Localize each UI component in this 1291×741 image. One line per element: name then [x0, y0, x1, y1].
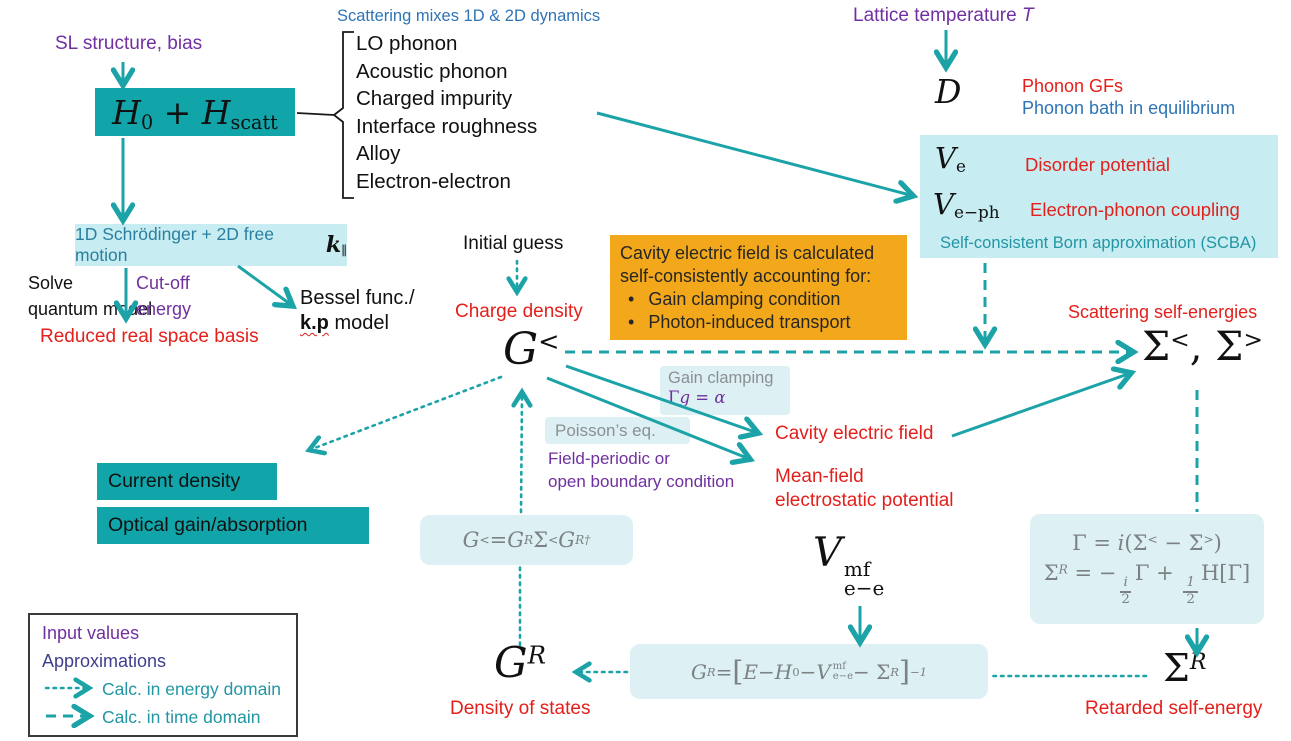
sigma-lesser-greater-symbol: Σ<, Σ> [1142, 324, 1263, 370]
gain-clamping-label: Gain clamping [668, 369, 774, 387]
bullet-icon: • [628, 312, 635, 332]
label-sl-structure-bias: SL structure, bias [55, 33, 203, 54]
label-scattering-self-energies: Scattering self-energies [1068, 302, 1258, 322]
arrow-gless-to-current-dotted [312, 377, 501, 449]
arrow-cavity-to-sigma [952, 374, 1128, 436]
veph-symbol: $V_{e-ph}$ [933, 187, 1000, 223]
arrow-scattering-to-potentials [597, 113, 910, 195]
hamiltonian-box [95, 88, 295, 136]
scattering-brace [334, 32, 354, 198]
label-bessel-kp: Bessel func./ k.p model [300, 287, 415, 334]
label-charge-density: Charge density [455, 301, 583, 322]
basis-label: 1D Schrödinger + 2D free motion [75, 224, 274, 265]
cavity-note-line: Cavity electric field is calculated [620, 243, 875, 263]
label-reduced-basis: Reduced real space basis [40, 326, 259, 347]
gain-clamping-box [660, 366, 790, 415]
hamiltonian-formula: $H_0 + H_{scatt}$ [112, 92, 278, 134]
g-lesser-formula-box: G < = G R Σ < G R† [420, 515, 633, 565]
sigma-r-formula: $\Sigma^R$ = − $\frac{i}{2}$ Γ + $\frac{1}{2}$ H[Γ] [1043, 561, 1251, 607]
label-lattice-temperature: Lattice temperature T [853, 5, 1034, 26]
cavity-note-line: self-consistently accounting for: [620, 266, 872, 286]
k-parallel-symbol: $k_\parallel$ [325, 232, 347, 260]
label-disorder-potential: Disorder potential [1025, 154, 1170, 175]
scattering-item: Charged impurity [356, 87, 513, 110]
scattering-item: Acoustic phonon [356, 59, 508, 83]
label-mean-field: Mean-field electrostatic potential [775, 466, 954, 511]
v-meanfield-symbol: V mf e−e [813, 530, 885, 600]
scattering-item: LO phonon [356, 32, 458, 55]
current-density-box: Current density [97, 463, 277, 500]
g-retarded-symbol: $G^R$ [494, 638, 546, 687]
cavity-note-box: Cavity electric field is calculated self-consistently accounting for: • Gain clamping condition • Photon-induced transport [610, 235, 907, 340]
sigma-retarded-symbol: $\Sigma^R$ [1163, 646, 1207, 690]
scattering-list [356, 30, 537, 195]
scattering-heading: Scattering mixes 1D & 2D dynamics [337, 7, 601, 25]
bullet-icon: • [628, 289, 635, 309]
brace-tick [297, 113, 334, 115]
label-phonon-gfs: Phonon GFs [1022, 76, 1124, 96]
scattering-item: Alloy [356, 142, 401, 165]
g-retarded-formula-box: G R = [ E − H 0 − V mf e−e − Σ R ] −1 [630, 644, 988, 699]
label-initial-guess: Initial guess [463, 233, 564, 254]
label-phonon-bath: Phonon bath in equilibrium [1022, 98, 1236, 118]
label-solve-quantum-model: Solve quantum model [28, 273, 153, 319]
legend-box [28, 613, 298, 737]
label-scba: Self-consistent Born approximation (SCBA) [940, 234, 1257, 252]
scattering-item: Electron-electron [356, 169, 511, 193]
poisson-box: Poisson’s eq. [545, 417, 690, 444]
potentials-box [920, 135, 1278, 258]
arrow-gr-to-gless-dotted-upper [521, 395, 522, 512]
g-lesser-symbol: G< [503, 324, 560, 375]
kp-model: k.p [300, 312, 329, 334]
gamma-formula: Γ = i(Σ< − Σ>) [1072, 531, 1222, 556]
label-boundary-condition: Field-periodic or open boundary condition [548, 449, 735, 491]
sigma-formulas-box [1030, 514, 1264, 624]
gain-clamping-formula: Γg = α [668, 388, 726, 407]
label-cutoff-energy: Cut-off energy [136, 273, 192, 319]
legend-approximations: Approximations [42, 651, 167, 671]
optical-gain-box: Optical gain/absorption [97, 507, 369, 544]
basis-box [75, 224, 347, 266]
legend-energy-domain: Calc. in energy domain [102, 679, 281, 699]
arrow-basis-to-bessel [238, 266, 290, 304]
ve-symbol: $V_e$ [935, 141, 966, 177]
legend-input-values: Input values [42, 623, 140, 643]
label-cavity-electric-field: Cavity electric field [775, 423, 934, 444]
label-electron-phonon-coupling: Electron-phonon coupling [1030, 199, 1240, 220]
scattering-item: Interface roughness [356, 114, 538, 138]
legend-time-domain: Calc. in time domain [102, 707, 261, 727]
phonon-gf-symbol: D [935, 72, 962, 111]
label-retarded-self-energy: Retarded self-energy [1085, 698, 1263, 719]
label-density-of-states: Density of states [450, 698, 591, 719]
